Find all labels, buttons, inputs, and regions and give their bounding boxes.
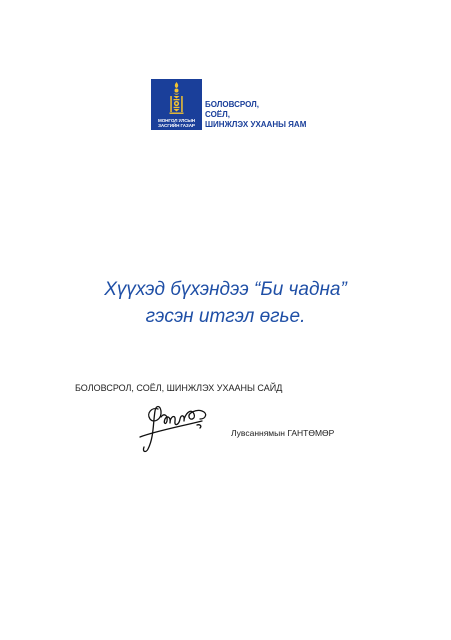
emblem-caption-line2: ЗАСГИЙН ГАЗАР — [158, 123, 195, 128]
government-logo — [151, 79, 202, 130]
motto-quote-line2: гэсэн итгэл өгье. — [145, 306, 306, 327]
motto-quote-line1: Хүүхэд бүхэндээ “Би чадна” — [104, 279, 347, 300]
motto-quote — [30, 276, 421, 330]
minister-name: Лувсаннямын ГАНТӨМӨР — [231, 428, 335, 438]
handwritten-signature-icon — [134, 397, 224, 459]
minister-position-title: БОЛОВСРОЛ, СОЁЛ, ШИНЖЛЭХ УХААНЫ САЙД — [75, 383, 283, 393]
ministry-name — [205, 100, 306, 130]
ministry-name-line3: ШИНЖЛЭХ УХААНЫ ЯАМ — [205, 120, 307, 129]
ministry-name-line1: БОЛОВСРОЛ, — [205, 100, 259, 109]
ministry-name-line2: СОЁЛ, — [205, 110, 230, 119]
emblem-caption-line1: МОНГОЛ УЛСЫН — [157, 118, 196, 123]
